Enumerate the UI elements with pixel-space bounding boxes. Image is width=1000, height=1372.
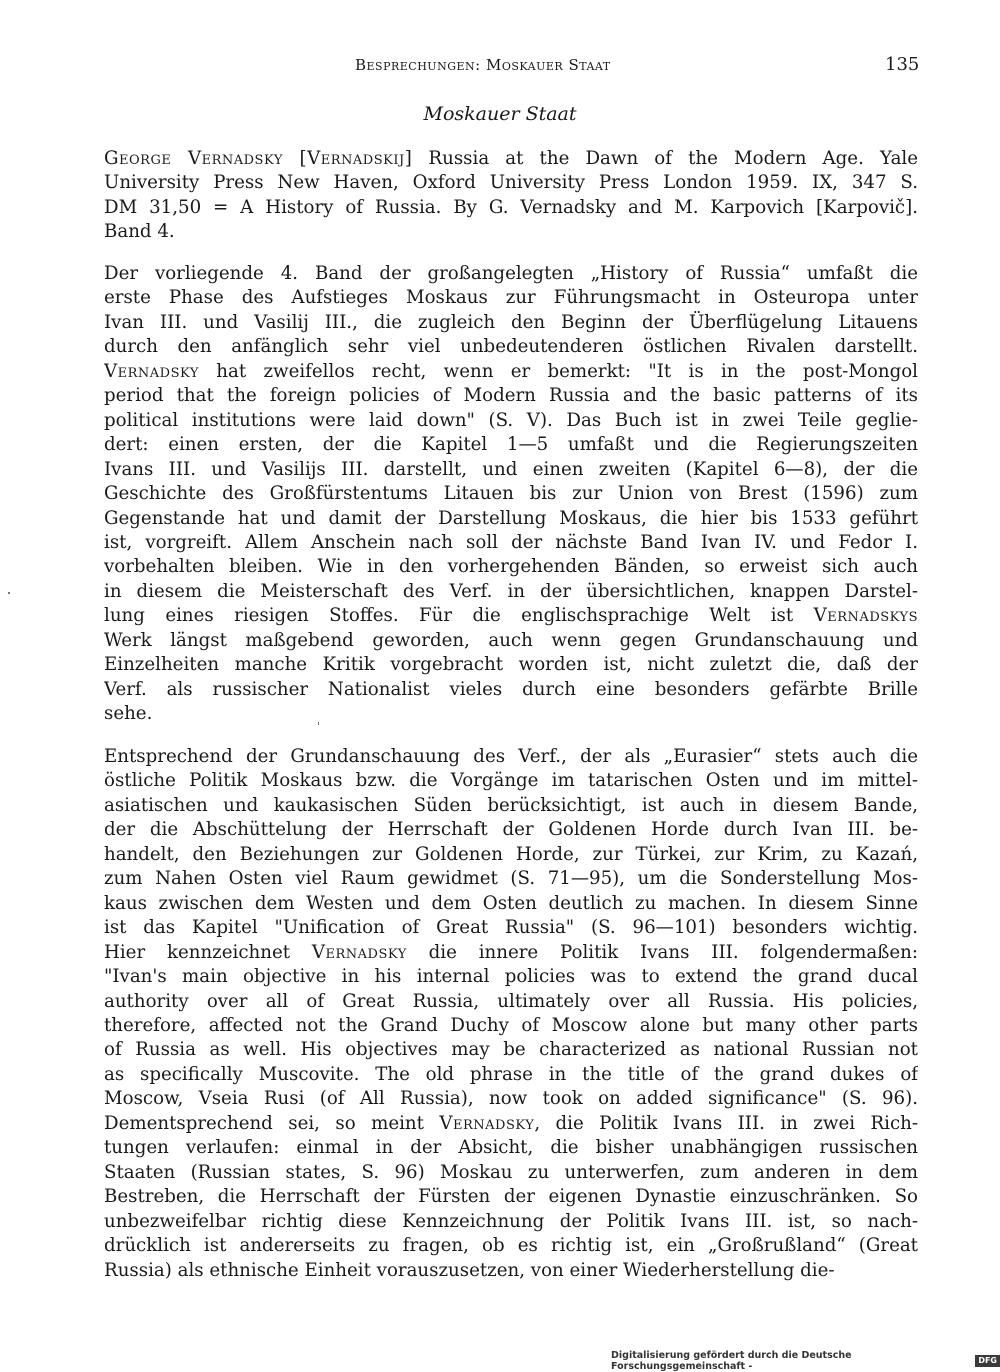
text-line: drücklich ist andererseits zu fragen, ob es richtig ist, ein „Großrußland“ (Great (104, 1235, 918, 1257)
text-line: Verf. als russischer Nationalist vieles durch eine besonders gefärbte Brille (104, 678, 918, 700)
scan-artifact (8, 592, 10, 594)
text-line: Gegenstande hat und damit der Darstellung Moskaus, die hier bis 1533 geführt (104, 507, 918, 529)
text-line: Der vorliegende 4. Band der großangelegten „History of Russia“ umfaßt die (104, 263, 918, 284)
footer-text: Digitalisierung gefördert durch die Deutsche Forschungsgemeinschaft - (611, 1350, 852, 1372)
text-line: Werk längst maßgebend geworden, auch wenn gegen Grundanschauung und (104, 629, 918, 651)
text-line: of Russia as well. His objectives may be characterized as national Russian not (104, 1039, 918, 1061)
text-line: durch den anfänglich sehr viel unbedeutenderen östlichen Rivalen darstellt. (104, 336, 918, 358)
text-line: Bestreben, die Herrschaft der Fürsten der eigenen Dynastie einzuschränken. So (104, 1186, 918, 1208)
text-line: Dementsprechend sei, so meint Vernadsky, die Politik Ivans III. in zwei Rich- (104, 1112, 918, 1134)
text-line: Russia) als ethnische Einheit vorauszusetzen, von einer Wiederherstellung die- (104, 1259, 835, 1281)
text-line: lung eines riesigen Stoffes. Für die englischsprachige Welt ist Vernadskys (104, 605, 918, 627)
text-line: ist, vorgreift. Allem Anschein nach soll der nächste Band Ivan IV. und Fedor I. (104, 531, 918, 553)
text-line: kaus zwischen dem Westen und dem Osten deutlich zu machen. In diesem Sinne (104, 892, 918, 914)
citation-author: George Vernadsky [Vernadskij] (104, 148, 413, 169)
text-line: sehe. (104, 703, 153, 725)
text-line: political institutions were laid down" (S. V). Das Buch ist in zwei Teile geglie- (104, 409, 918, 431)
text-line: asiatischen und kaukasischen Süden berücksichtigt, ist auch in diesem Bande, (104, 794, 918, 816)
text-line: östliche Politik Moskaus bzw. die Vorgänge im tatarischen Osten und im mittel- (104, 770, 918, 792)
text-line: authority over all of Great Russia, ultimately over all Russia. His policies, (104, 990, 918, 1012)
bibliographic-citation (104, 147, 918, 245)
text-line: period that the foreign policies of Modern Russia and the basic patterns of its (104, 385, 918, 407)
text-line: Entsprechend der Grundanschauung des Verf., der als „Eurasier“ stets auch die (104, 746, 918, 767)
citation-line: University Press New Haven, Oxford University Press London 1959. IX, 347 S. (104, 172, 918, 194)
text-line: tungen verlaufen: einmal in der Absicht, die bisher unabhängigen russischen (104, 1137, 918, 1159)
author-name: Vernadsky (104, 360, 199, 382)
dfg-logo: DFG (975, 1355, 1000, 1367)
digitization-footer (611, 1350, 1000, 1372)
running-head: Besprechungen: Moskauer Staat (355, 56, 611, 74)
page-number: 135 (885, 54, 920, 75)
citation-title: Russia at the Dawn of the Modern Age. Yale (412, 148, 918, 169)
text-line: Ivan III. und Vasilij III., die zugleich den Beginn der Überflügelung Litauens (104, 311, 918, 333)
citation-line (104, 147, 918, 171)
text-line: erste Phase des Aufstieges Moskaus zur Führungsmacht in Osteuropa unter (104, 287, 918, 309)
text-line: Moscow, Vseia Rusi (of All Russia), now took on added significance" (S. 96). (104, 1088, 918, 1110)
text-line: therefore, affected not the Grand Duchy of Moscow alone but many other parts (104, 1014, 918, 1036)
text-line: Hier kennzeichnet Vernadsky die innere Politik Ivans III. folgendermaßen: (104, 941, 918, 963)
text-line: der die Abschüttelung der Herrschaft der Goldenen Horde durch Ivan III. be- (104, 819, 918, 841)
text-line: unbezweifelbar richtig diese Kennzeichnung der Politik Ivans III. ist, so nach- (104, 1210, 918, 1232)
text-line: vorbehalten bleiben. Wie in den vorhergehenden Bänden, so erweist sich auch (104, 556, 918, 578)
text-line: Einzelheiten manche Kritik vorgebracht worden ist, nicht zuletzt die, daß der (104, 654, 918, 676)
text-line: zum Nahen Osten viel Raum gewidmet (S. 71—95), um die Sonderstellung Mos- (104, 868, 918, 890)
text-line: Geschichte des Großfürstentums Litauen bis zur Union von Brest (1596) zum (104, 483, 918, 505)
scan-artifact (318, 722, 319, 725)
paragraph-2 (104, 745, 918, 1283)
author-name: Vernadsky (311, 941, 407, 963)
text-line: Vernadsky hat zweifellos recht, wenn er bemerkt: "It is in the post-Mongol (104, 360, 918, 382)
author-name: Vernadsky (439, 1112, 535, 1134)
paragraph-1 (104, 262, 918, 727)
text-line: handelt, den Beziehungen zur Goldenen Horde, zur Türkei, zur Krim, zu Kazań, (104, 843, 918, 865)
author-name: Vernadskys (813, 605, 918, 627)
section-title: Moskauer Staat (423, 103, 577, 125)
text-line: dert: einen ersten, der die Kapitel 1—5 umfaßt und die Regierungszeiten (104, 434, 918, 456)
text-line: Staaten (Russian states, S. 96) Moskau zu unterwerfen, zum anderen in dem (104, 1161, 918, 1183)
text-line: "Ivan's main objective in his internal policies was to extend the grand ducal (104, 966, 918, 988)
text-line: ist das Kapitel "Unification of Great Russia" (S. 96—101) besonders wichtig. (104, 917, 918, 939)
citation-line: DM 31,50 = A History of Russia. By G. Vernadsky and M. Karpovich [Karpovič]. (104, 196, 918, 218)
citation-line: Band 4. (104, 221, 175, 243)
text-line: as specifically Muscovite. The old phrase in the title of the grand dukes of (104, 1063, 918, 1085)
text-line: Ivans III. und Vasilijs III. darstellt, und einen zweiten (Kapitel 6—8), der die (104, 458, 918, 480)
text-line: in diesem die Meisterschaft des Verf. in der übersichtlichen, knappen Darstel- (104, 580, 918, 602)
